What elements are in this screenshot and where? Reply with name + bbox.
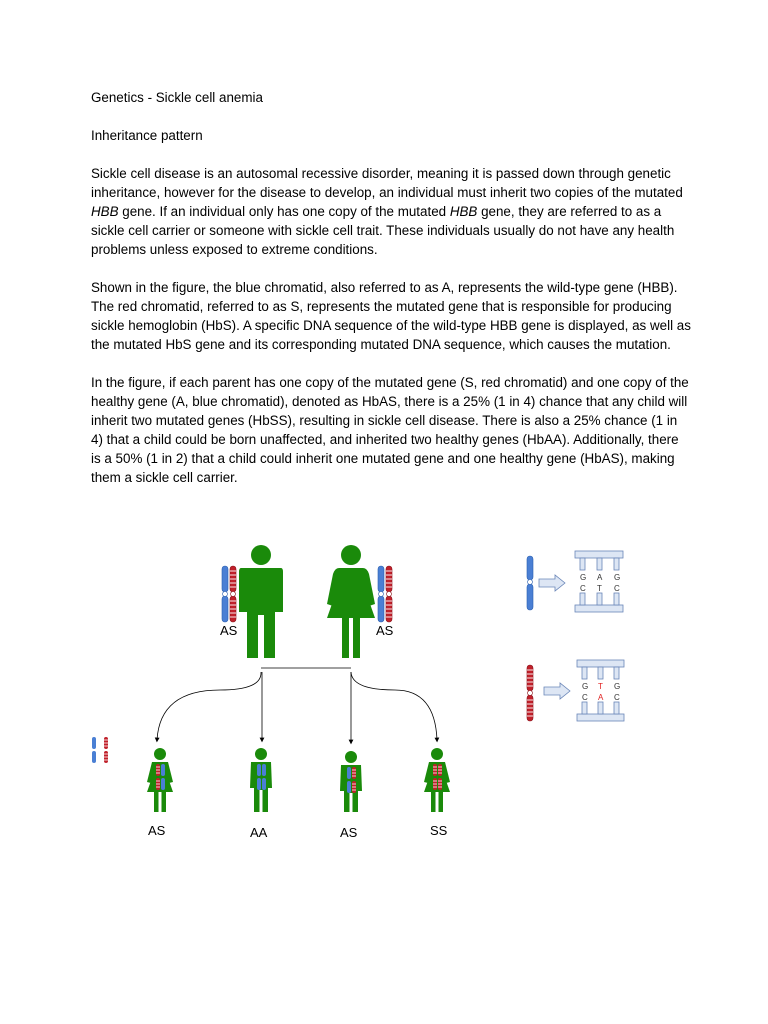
base-letter: C xyxy=(614,584,620,593)
para1-text-c: gene, they are referred to as a sickle cell carrier or someone with sickle cell trait. These individuals usually do not have any health problems unless exposed to extreme conditions. xyxy=(91,204,675,257)
mutant-arrow-icon xyxy=(544,683,570,699)
base-letter: C xyxy=(580,584,586,593)
child-4-label: SS xyxy=(430,823,448,838)
hbb-gene-term: HBB xyxy=(91,204,119,219)
section-heading: Inheritance pattern xyxy=(91,128,203,143)
base-letter: C xyxy=(582,693,588,702)
base-letter: G xyxy=(614,573,621,582)
mutated-base-letter: A xyxy=(598,693,604,702)
mother-label: AS xyxy=(376,623,394,638)
mother-figure xyxy=(327,545,375,658)
mutant-bottom-bases xyxy=(582,693,620,702)
document-title: Genetics - Sickle cell anemia xyxy=(91,90,263,105)
hbb-gene-term: HBB xyxy=(449,204,478,219)
father-chromosomes xyxy=(222,566,236,622)
child-2-figure xyxy=(250,748,272,812)
father-label: AS xyxy=(220,623,238,638)
wildtype-bottom-bases xyxy=(580,584,620,593)
base-letter: A xyxy=(597,573,603,582)
mutated-base-letter: T xyxy=(598,682,603,691)
base-letter: G xyxy=(580,573,587,582)
child-2-label: AA xyxy=(250,825,268,840)
child-3-label: AS xyxy=(340,825,358,840)
para1-text-a: Sickle cell disease is an autosomal recessive disorder, meaning it is passed down through genetic inheritance, however for the disease to develop, an individual must inherit two copies of the mutated xyxy=(91,166,683,200)
base-letter: G xyxy=(614,682,621,691)
paragraph-2: Shown in the figure, the blue chromatid, also referred to as A, represents the wild-type gene (HBB). The red chromatid, referred to as S, represents the mutated gene that is responsible for producing sickle hemoglobin (HbS). A specific DNA sequence of the wild-type HBB gene is displayed, as well as the mutated HbS gene and its corresponding mutated DNA sequence, which causes the mutation. xyxy=(91,280,691,352)
mutant-top-bases xyxy=(582,682,620,691)
mother-chromosomes xyxy=(378,566,392,622)
wildtype-arrow-icon xyxy=(539,575,565,591)
legend-chromosomes xyxy=(92,737,108,763)
mutant-chromosome xyxy=(527,665,533,721)
father-figure xyxy=(239,545,283,658)
child-4-figure xyxy=(424,748,450,812)
child-1-figure xyxy=(147,748,173,812)
para1-text-b: gene. If an individual only has one copy of the mutated xyxy=(118,204,450,219)
wildtype-chromosome xyxy=(527,556,533,610)
child-3-figure xyxy=(340,751,362,812)
paragraph-3: In the figure, if each parent has one copy of the mutated gene (S, red chromatid) and one copy of the healthy gene (A, blue chromatid), denoted as HbAS, there is a 25% (1 in 4) chance that any child will inherit two mutated genes (HbSS), resulting in sickle cell disease. There is also a 25% chance (1 in 4) that a child could be born unaffected, and inherited two healthy genes (HbAA). Additionally, there is a 50% (1 in 2) that a child could inherit one mutated gene and one healthy gene (HbAS), making them a sickle cell carrier. xyxy=(91,375,689,485)
base-letter: G xyxy=(582,682,589,691)
family-tree-lines xyxy=(157,668,437,742)
base-letter: T xyxy=(597,584,602,593)
child-1-label: AS xyxy=(148,823,166,838)
wildtype-top-bases xyxy=(580,573,620,582)
base-letter: C xyxy=(614,693,620,702)
